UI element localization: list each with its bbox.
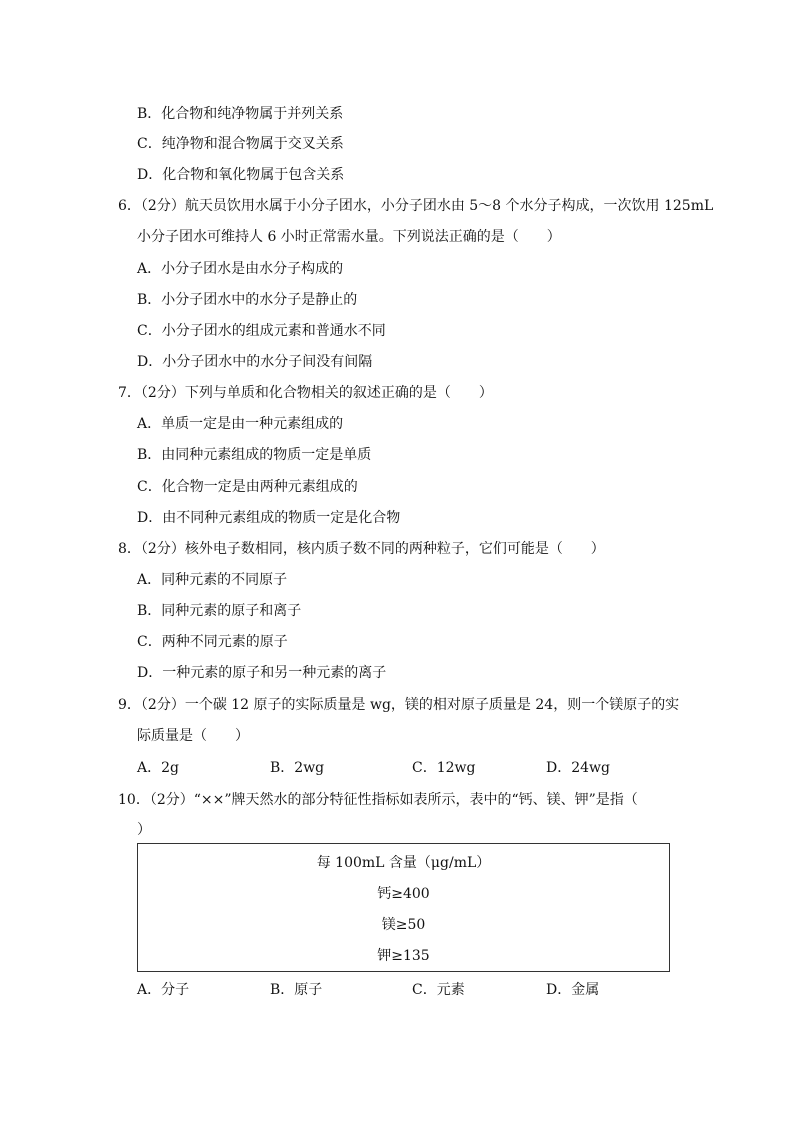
q6-stem-line1: 6．（2分）航天员饮用水属于小分子团水，小分子团水由 5～8 个水分子构成，一次饮用 125mL <box>118 198 714 214</box>
q9-option-b: B．2wg <box>270 760 325 776</box>
table-row-potassium: 钾≥135 <box>377 948 430 964</box>
q5-option-c: C．纯净物和混合物属于交叉关系 <box>137 136 344 152</box>
q8-option-c: C．两种不同元素的原子 <box>137 634 288 650</box>
q10-option-c: C．元素 <box>412 982 465 998</box>
q7-stem: 7．（2分）下列与单质和化合物相关的叙述正确的是（ ） <box>118 385 493 401</box>
q8-stem: 8．（2分）核外电子数相同，核内质子数不同的两种粒子，它们可能是（ ） <box>118 541 605 557</box>
q5-option-d: D．化合物和氧化物属于包含关系 <box>137 167 345 183</box>
q10-stem-line1: 10．（2分）“××”牌天然水的部分特征性指标如表所示，表中的“钙、镁、钾”是指（ <box>118 792 638 808</box>
q8-option-a: A．同种元素的不同原子 <box>137 572 288 588</box>
table-row-calcium: 钙≥400 <box>377 886 430 902</box>
q9-option-d: D．24wg <box>546 760 610 776</box>
q10-option-b: B．原子 <box>270 982 323 998</box>
q6-stem-line2: 小分子团水可维持人 6 小时正常需水量。下列说法正确的是（ ） <box>137 229 561 245</box>
q6-option-b: B．小分子团水中的水分子是静止的 <box>137 292 358 308</box>
mineral-content-table <box>137 843 670 972</box>
q7-option-a: A．单质一定是由一种元素组成的 <box>137 416 344 432</box>
q10-option-d: D．金属 <box>546 982 600 998</box>
q6-option-a: A．小分子团水是由水分子构成的 <box>137 261 344 277</box>
q9-option-a: A．2g <box>137 760 179 776</box>
q7-option-d: D．由不同种元素组成的物质一定是化合物 <box>137 510 401 526</box>
q9-stem-line1: 9．（2分）一个碳 12 原子的实际质量是 wg，镁的相对原子质量是 24，则一个镁原子的实 <box>118 697 680 713</box>
q8-option-b: B．同种元素的原子和离子 <box>137 603 302 619</box>
q9-option-c: C．12wg <box>412 760 476 776</box>
q5-option-b: B．化合物和纯净物属于并列关系 <box>137 106 344 122</box>
q10-stem-line2: ） <box>137 822 151 838</box>
q7-option-c: C．化合物一定是由两种元素组成的 <box>137 479 358 495</box>
q6-option-c: C．小分子团水的组成元素和普通水不同 <box>137 323 386 339</box>
table-header: 每 100mL 含量（μg/mL） <box>316 855 491 871</box>
q7-option-b: B．由同种元素组成的物质一定是单质 <box>137 447 372 463</box>
q6-option-d: D．小分子团水中的水分子间没有间隔 <box>137 354 373 370</box>
q10-option-a: A．分子 <box>137 982 190 998</box>
q8-option-d: D．一种元素的原子和另一种元素的离子 <box>137 665 387 681</box>
table-row-magnesium: 镁≥50 <box>381 917 426 933</box>
q9-stem-line2: 际质量是（ ） <box>137 728 249 744</box>
